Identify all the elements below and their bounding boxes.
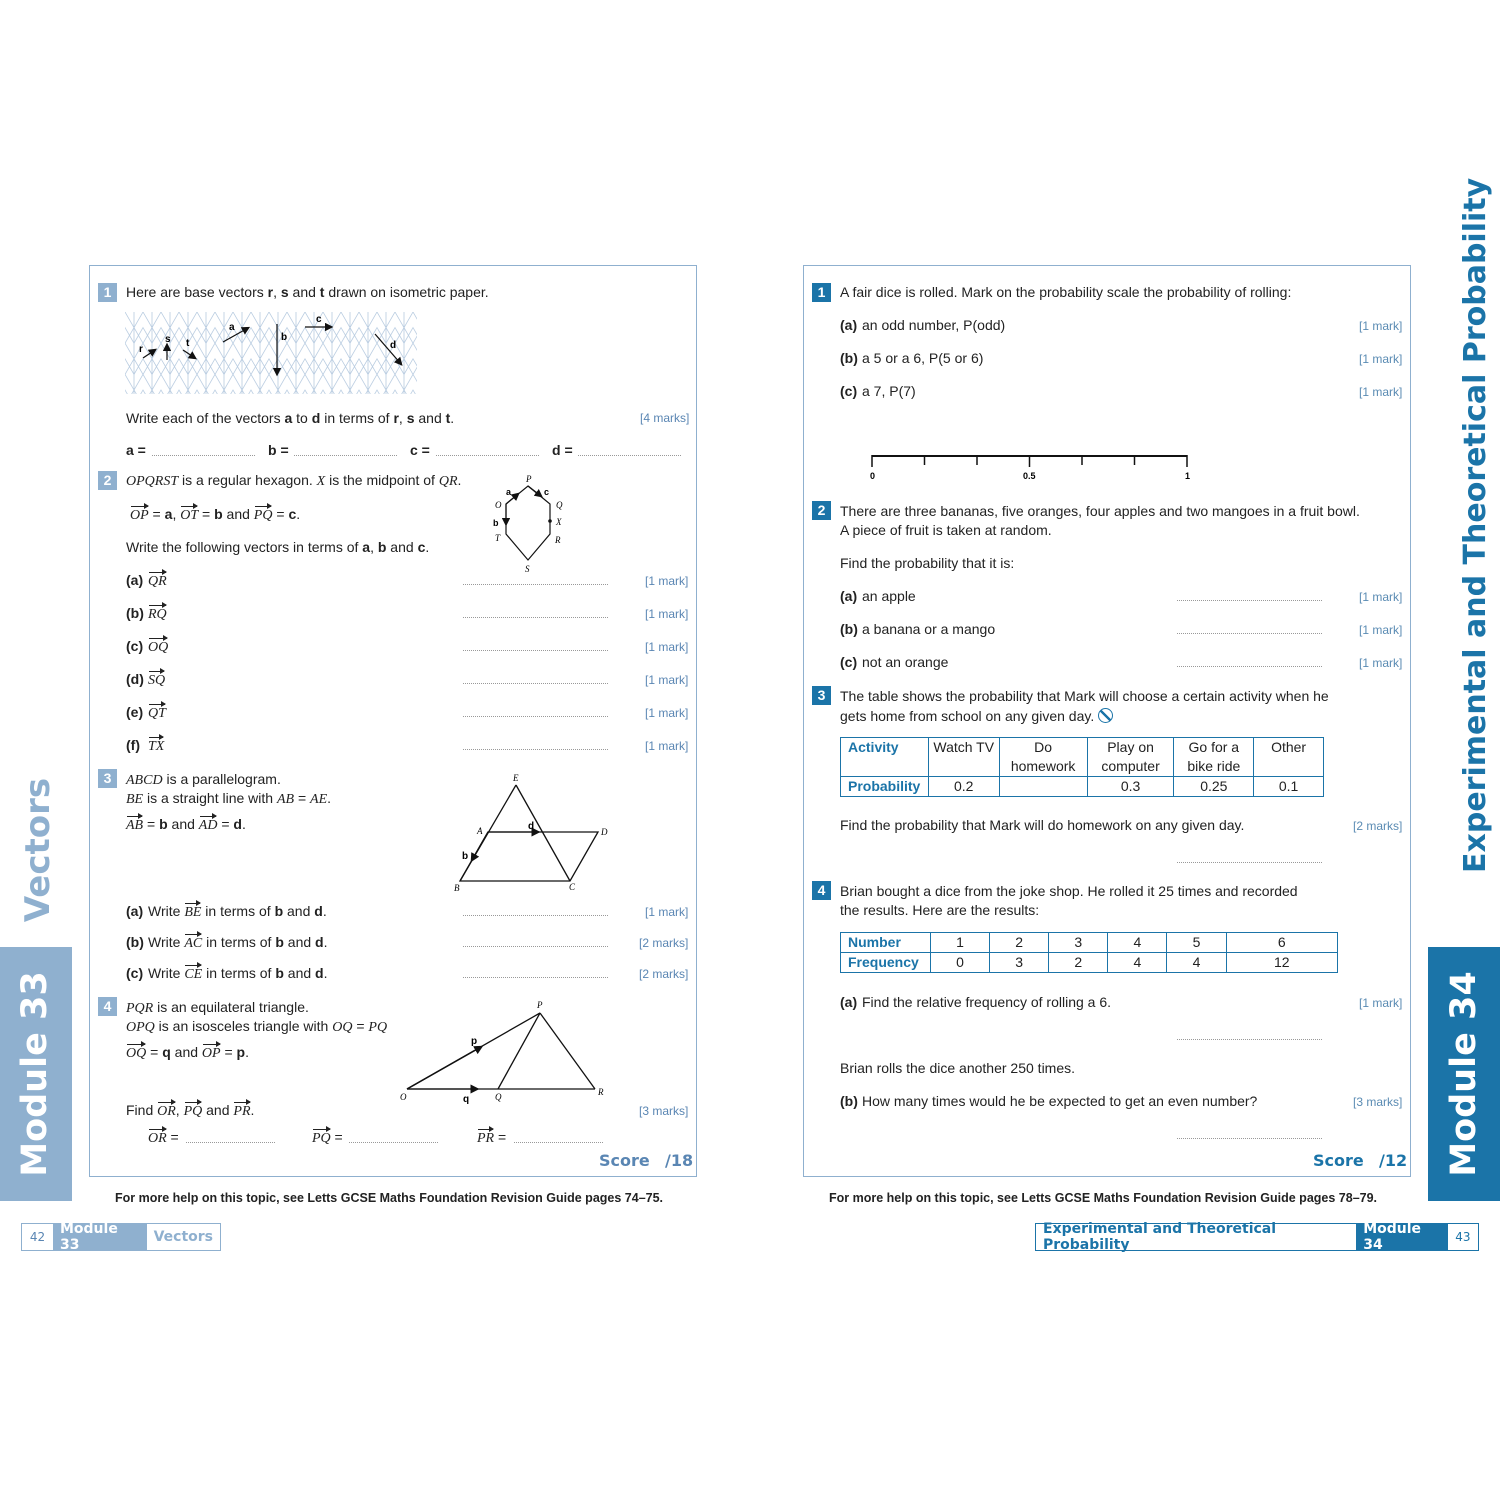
calculator-crossed-icon [1098,708,1113,723]
frequency-cell: 3 [990,953,1049,973]
q1-answer-b-label: b = [268,442,289,458]
q3b-answer-line[interactable] [463,946,608,947]
r-q4-middle: Brian rolls the dice another 250 times. [840,1060,1076,1076]
q2e-vector-wrap [148,703,166,723]
hex-label-O: O [495,500,502,510]
question-number-3: 3 [98,769,117,788]
r-q4-line1: Brian bought a dice from the joke shop. He rolled it 25 times and recorded [840,883,1298,899]
activity-cell: Watch TV [928,738,999,777]
r-q1c-text: a 7, P(7) [862,383,916,399]
q2d-vector: SQ [148,673,166,688]
activity-probability-table [840,737,1324,797]
q2e-label: (e) [126,704,144,720]
left-footer [21,1223,221,1251]
r-q2b-text: a banana or a mango [862,621,996,637]
q2c-label: (c) [126,638,144,654]
vector-label-s: s [165,334,171,345]
right-side-topic-label: Experimental and Theoretical Probability [1458,177,1493,873]
r-q2a-marks: [1 mark] [1359,590,1403,604]
q2c-marks: [1 mark] [645,640,689,654]
q1-intro: Here are base vectors r, s and t drawn on isometric paper. [126,284,489,300]
q1-instruction: Write each of the vectors a to d in terms of r, s and t. [126,410,455,426]
q2a-vector: QR [148,574,167,589]
probability-cell: 0.1 [1254,777,1324,797]
q2a-answer-line[interactable] [463,584,608,585]
q3c-vector: CE [184,967,203,982]
q2b-answer-line[interactable] [463,617,608,618]
q2d-label: (d) [126,671,144,687]
activity-cell: Other [1254,738,1324,777]
tri-label-q: q [463,1094,470,1104]
number-cell: 5 [1167,933,1226,953]
number-cell: 6 [1226,933,1337,953]
q1-answer-c-line[interactable] [436,455,539,456]
r-q2a-label: (a) [840,588,858,604]
q2c-vector: OQ [148,640,169,655]
left-score-total: /18 [665,1151,694,1170]
para-label-E: E [513,773,519,783]
q4-answer-OR-line[interactable] [186,1142,275,1143]
r-q2b-answer-line[interactable] [1177,633,1322,634]
q3-line3: AB = b and AD = d. [126,816,246,833]
r-question-number-2: 2 [812,501,831,520]
q2e-marks: [1 mark] [645,706,689,720]
q1-marks: [4 marks] [640,411,690,425]
vector-label-t: t [186,338,190,349]
scale-label-1: 1 [1185,471,1191,481]
r-q2b-label: (b) [840,621,858,637]
r-q4a-label: (a) [840,994,858,1010]
r-q2-line1: There are three bananas, five oranges, four apples and two mangoes in a fruit bowl. [840,503,1360,519]
dice-frequency-table [840,932,1338,973]
hexagon-diagram [488,472,570,576]
q2a-marks: [1 mark] [645,574,689,588]
left-help-text: For more help on this topic, see Letts GCSE Maths Foundation Revision Guide pages 74–75. [115,1191,664,1205]
frequency-cell: 2 [1049,953,1108,973]
r-q2b-marks: [1 mark] [1359,623,1403,637]
q2f-vector-wrap [148,736,164,756]
q2d-answer-line[interactable] [463,683,608,684]
r-q3-line2: gets home from school on any given day. [840,708,1095,724]
probability-header: Probability [841,777,929,797]
hex-label-T: T [495,533,501,543]
q4-answer-PR-label: PR = [477,1129,507,1146]
right-page-number: 43 [1455,1230,1471,1244]
q2b-vector: RQ [148,607,167,622]
q2b-marks: [1 mark] [645,607,689,621]
r-q1a-label: (a) [840,317,858,333]
hex-label-c: c [544,487,550,497]
hex-label-Q: Q [556,500,563,510]
activity-header: Activity [841,738,929,777]
q1-answer-a-line[interactable] [152,455,255,456]
q3a-label: (a) [126,903,144,919]
r-q4b-answer-line[interactable] [1177,1138,1322,1139]
vector-label-r: r [139,344,143,355]
q2-line2: OP = a, OT = b and PQ = c. [130,506,301,523]
q2b-label: (b) [126,605,144,621]
r-q3-question: Find the probability that Mark will do homework on any given day. [840,817,1245,833]
left-side-module-label: Module 33 [15,971,55,1177]
tri-label-p: p [471,1036,478,1047]
hex-label-R: R [555,535,561,545]
q2d-vector-wrap [148,670,165,690]
frequency-cell: 4 [1167,953,1226,973]
r-q1b-label: (b) [840,350,858,366]
r-q2-line2: A piece of fruit is taken at random. [840,522,1052,538]
left-footer-topic: Vectors [153,1229,213,1245]
question-number-2: 2 [98,471,117,490]
activity-cell: Do homework [999,738,1087,777]
q2c-vector-wrap [148,637,168,657]
right-footer-module: Module 34 [1356,1224,1448,1250]
q2f-label: (f) [126,737,140,753]
r-q3-marks: [2 marks] [1353,819,1403,833]
vector-label-a: a [229,322,235,333]
right-help-text: For more help on this topic, see Letts GCSE Maths Foundation Revision Guide pages 78–79. [829,1191,1378,1205]
q4-answer-PQ-line[interactable] [349,1142,438,1143]
q2b-vector-wrap [148,604,167,624]
q2a-label: (a) [126,572,144,588]
q1-answer-d-label: d = [552,442,573,458]
left-page-number: 42 [29,1230,46,1244]
q3-line1: ABCD is a parallelogram. [126,771,281,788]
q3c-answer-line[interactable] [463,977,608,978]
right-score-total: /12 [1379,1151,1408,1170]
left-side-topic-label: Vectors [18,777,58,923]
activity-cell: Go for a bike ride [1174,738,1254,777]
r-q1b-text: a 5 or a 6, P(5 or 6) [862,350,984,366]
probability-row [841,777,1324,797]
probability-cell: 0.3 [1087,777,1174,797]
r-question-number-4: 4 [812,881,831,900]
r-q2a-text: an apple [862,588,916,604]
right-score-label: Score [1313,1151,1364,1170]
scale-label-0: 0 [870,471,876,481]
q2-line1: OPQRST is a regular hexagon. X is the midpoint of QR. [126,472,462,489]
para-label-A: A [477,826,483,836]
hex-label-P: P [526,474,532,484]
left-score-label: Score [599,1151,650,1170]
isometric-vectors-diagram [125,312,417,394]
parallelogram-diagram [450,770,615,895]
q3b-marks: [2 marks] [639,936,689,950]
q1-answer-c-label: c = [410,442,430,458]
number-cell: 3 [1049,933,1108,953]
q4-answer-OR-label: OR = [148,1129,179,1146]
frequency-row [841,953,1338,973]
r-question-number-3: 3 [812,686,831,705]
r-question-number-1: 1 [812,283,831,302]
tri-label-O: O [400,1092,407,1102]
number-cell: 4 [1108,933,1167,953]
q1-answer-a-label: a = [126,442,146,458]
q3a-answer-line[interactable] [463,915,608,916]
hex-label-b: b [493,518,499,528]
q2f-answer-line[interactable] [463,749,608,750]
probability-cell: 0.25 [1174,777,1254,797]
activity-row [841,738,1324,777]
right-side-module-label: Module 34 [1444,971,1484,1177]
q4-line2: OPQ is an isosceles triangle with OQ = PQ [126,1018,388,1035]
r-q2c-text: not an orange [862,654,949,670]
r-q4a-answer-line[interactable] [1177,1039,1322,1040]
tri-label-P: P [537,1000,543,1010]
triangle-diagram [395,996,610,1104]
para-label-C: C [569,882,576,892]
number-cell: 2 [990,933,1049,953]
probability-cell-homework[interactable] [999,777,1087,797]
vector-label-c: c [316,314,322,325]
q2c-answer-line[interactable] [463,650,608,651]
r-q1b-marks: [1 mark] [1359,352,1403,366]
frequency-header: Frequency [841,953,931,973]
r-q4b-marks: [3 marks] [1353,1095,1403,1109]
q3c-label: (c) [126,965,144,981]
vector-label-b: b [281,332,288,343]
q2a-vector-wrap [148,571,167,591]
q2-line3: Write the following vectors in terms of a, b and c. [126,539,430,555]
q3a-marks: [1 mark] [645,905,689,919]
q2d-marks: [1 mark] [645,673,689,687]
r-q3-answer-line[interactable] [1177,862,1322,863]
para-label-d: d [528,821,535,832]
r-q1a-marks: [1 mark] [1359,319,1403,333]
q3a-text: Write BE in terms of b and d. [148,903,327,920]
r-q1-intro: A fair dice is rolled. Mark on the probability scale the probability of rolling: [840,284,1292,300]
r-q2a-answer-line[interactable] [1177,600,1322,601]
hex-label-a: a [506,487,512,497]
number-row [841,933,1338,953]
r-q1a-text: an odd number, P(odd) [862,317,1006,333]
right-footer [1035,1223,1479,1251]
q4-line3: OQ = q and OP = p. [126,1044,249,1061]
r-q4a-marks: [1 mark] [1359,996,1403,1010]
number-header: Number [841,933,931,953]
number-cell: 1 [931,933,990,953]
r-q3-line1: The table shows the probability that Mark will choose a certain activity when he [840,688,1329,704]
scale-label-half: 0.5 [1023,471,1036,481]
hex-label-X: X [556,517,562,527]
r-q4a-text: Find the relative frequency of rolling a 6. [862,994,1112,1010]
left-footer-module: Module 33 [53,1224,147,1250]
q4-line1: PQR is an equilateral triangle. [126,999,309,1016]
r-q4b-text: How many times would he be expected to get an even number? [862,1093,1258,1109]
q3c-text: Write CE in terms of b and d. [148,965,328,982]
r-q4-line2: the results. Here are the results: [840,902,1040,918]
q4-answer-PR-line[interactable] [514,1142,603,1143]
tri-label-Q: Q [495,1092,502,1102]
q3-line2: BE is a straight line with AB = AE. [126,790,332,807]
para-label-B: B [454,883,460,893]
hex-label-S: S [525,564,530,574]
r-q2-line3: Find the probability that it is: [840,555,1015,571]
r-q2c-answer-line[interactable] [1177,666,1322,667]
q3b-label: (b) [126,934,144,950]
right-footer-topic: Experimental and Theoretical Probability [1043,1221,1277,1253]
r-q2c-marks: [1 mark] [1359,656,1403,670]
q1-answer-d-line[interactable] [578,455,681,456]
probability-scale[interactable] [860,448,1200,484]
para-label-b: b [462,851,469,862]
q3a-vector: BE [184,905,202,920]
q1-answer-b-line[interactable] [294,455,397,456]
q2f-marks: [1 mark] [645,739,689,753]
probability-cell: 0.2 [928,777,999,797]
q4-answer-PQ-label: PQ = [312,1129,343,1146]
frequency-cell: 4 [1108,953,1167,973]
q2f-vector: TX [148,739,165,754]
vector-label-d: d [390,340,397,351]
q2e-answer-line[interactable] [463,716,608,717]
frequency-cell: 12 [1226,953,1337,973]
question-number-1: 1 [98,283,117,302]
r-q2c-label: (c) [840,654,858,670]
r-q4b-label: (b) [840,1093,858,1109]
r-q1c-marks: [1 mark] [1359,385,1403,399]
question-number-4: 4 [98,997,117,1016]
q2e-vector: QT [148,706,166,721]
q3b-text: Write AC in terms of b and d. [148,934,328,951]
r-q1c-label: (c) [840,383,858,399]
activity-cell: Play on computer [1087,738,1174,777]
para-label-D: D [601,827,608,837]
frequency-cell: 0 [931,953,990,973]
q4-marks: [3 marks] [639,1104,689,1118]
tri-label-R: R [598,1087,604,1097]
q4-find: Find OR, PQ and PR. [126,1102,255,1119]
q3c-marks: [2 marks] [639,967,689,981]
q3b-vector: AC [184,936,203,951]
r-q3-line2-wrap [840,706,1113,726]
